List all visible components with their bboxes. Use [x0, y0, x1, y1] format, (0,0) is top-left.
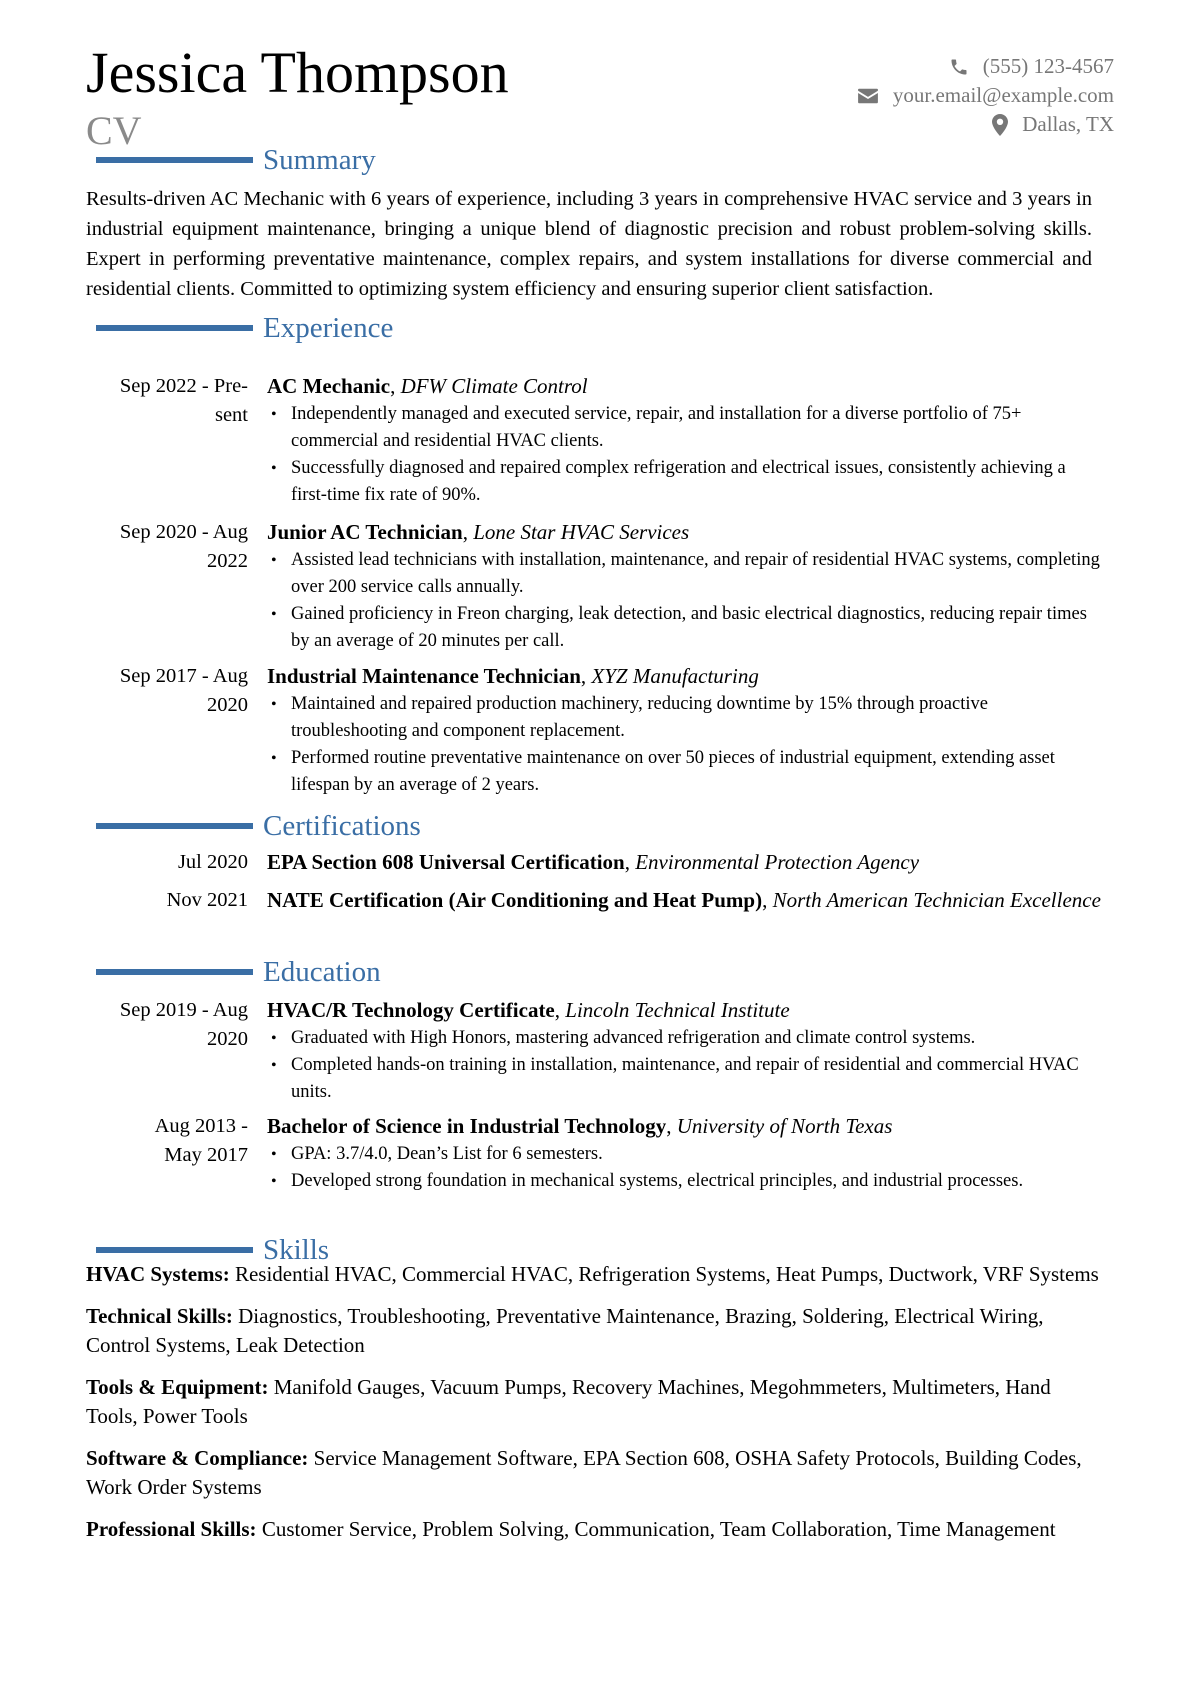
date-line: Sep 2020 - Aug	[119, 521, 248, 543]
entry-date: Nov 2021	[166, 889, 248, 911]
entry-body	[267, 996, 1102, 1106]
job-title: Junior AC Technician	[267, 520, 463, 544]
employer: XYZ Manufacturing	[591, 664, 759, 688]
bullet-item: • GPA: 3.7/4.0, Dean’s List for 6 semesters.	[291, 1141, 1102, 1168]
summary-text: Results-driven AC Mechanic with 6 years of experience, including 3 years in comprehensive HVAC service and 3 years in industrial equipment maintenance, bringing a unique blend of diagnostic precision and robust problem-solving skills. Expert in performing preventative maintenance, complex repairs, and system installations for diverse commercial and residential clients. Committed to optimizing system efficiency and ensuring superior client satisfaction.	[86, 188, 1092, 300]
date-line: Aug 2013 -	[154, 1115, 248, 1137]
certification-title: EPA Section 608 Universal Certification	[267, 850, 625, 874]
bullet-list	[267, 1025, 1102, 1106]
skill-category: Technical Skills:	[86, 1304, 233, 1328]
section-summary-header	[96, 142, 376, 178]
issuer: Environmental Protection Agency	[635, 850, 920, 874]
employer: DFW Climate Control	[400, 374, 588, 398]
skill-row	[86, 1515, 1106, 1544]
bullet-item: • Graduated with High Honors, mastering advanced refrigeration and climate control systems.	[291, 1025, 1102, 1052]
entry-heading: Junior AC Technician, Lone Star HVAC Services	[267, 520, 690, 544]
location-text: Dallas, TX	[1022, 112, 1114, 136]
entry-date	[86, 372, 248, 430]
employer: Lone Star HVAC Services	[473, 520, 690, 544]
entry-date	[86, 518, 248, 576]
bullet-item: • Maintained and repaired production machinery, reducing downtime by 15% through proactive troubleshooting and component replacement.	[291, 691, 1102, 745]
bullet-list	[267, 1141, 1102, 1195]
entry-heading: Bachelor of Science in Industrial Technology, University of North Texas	[267, 1114, 893, 1138]
skills-list	[86, 1260, 1106, 1544]
entry-body	[267, 518, 1102, 655]
institution: University of North Texas	[676, 1114, 893, 1138]
section-title-skills: Skills	[263, 1233, 330, 1266]
bullet-item: • Successfully diagnosed and repaired complex refrigeration and electrical issues, consistently achieving a first-time fix rate of 90%.	[291, 455, 1102, 509]
section-rule	[96, 325, 253, 331]
skill-category: Tools & Equipment:	[86, 1375, 269, 1399]
section-rule	[96, 969, 253, 975]
contact-location	[857, 110, 1114, 139]
entry-heading: NATE Certification (Air Conditioning and Heat Pump), North American Technician Excellence	[267, 888, 1101, 912]
entry-body	[267, 662, 1102, 799]
bullet-item: • Completed hands-on training in installation, maintenance, and repair of residential and commercial HVAC units.	[291, 1052, 1102, 1106]
job-title: AC Mechanic	[267, 374, 391, 398]
entry-body	[267, 848, 1102, 877]
entry-body	[267, 372, 1102, 509]
degree-title: Bachelor of Science in Industrial Technology	[267, 1114, 667, 1138]
entry-date	[86, 662, 248, 720]
document-subtitle: CV	[86, 108, 142, 153]
bullet-item: • Gained proficiency in Freon charging, leak detection, and basic electrical diagnostics, reducing repair times by an average of 20 minutes per call.	[291, 601, 1102, 655]
skill-row	[86, 1444, 1106, 1502]
date-line: sent	[214, 404, 248, 426]
date-line: May 2017	[164, 1144, 248, 1166]
section-title-certifications: Certifications	[263, 809, 421, 842]
section-experience-header	[96, 310, 393, 346]
bullet-list	[267, 547, 1102, 655]
skill-row	[86, 1373, 1106, 1431]
skill-category: Software & Compliance:	[86, 1446, 309, 1470]
email-link[interactable]: your.email@example.com	[892, 83, 1114, 107]
bullet-item: • Developed strong foundation in mechanical systems, electrical principles, and industrial processes.	[291, 1168, 1102, 1195]
section-title-summary: Summary	[263, 143, 376, 176]
degree-title: HVAC/R Technology Certificate	[267, 998, 555, 1022]
bullet-item: • Independently managed and executed service, repair, and installation for a diverse portfolio of 75+ commercial and residential HVAC clients.	[291, 401, 1102, 455]
person-name: Jessica Thompson	[86, 40, 509, 105]
bullet-list	[267, 691, 1102, 799]
institution: Lincoln Technical Institute	[565, 998, 790, 1022]
date-line: 2020	[207, 1028, 248, 1050]
entry-heading: HVAC/R Technology Certificate, Lincoln Technical Institute	[267, 998, 790, 1022]
section-rule	[96, 823, 253, 829]
skill-items: Diagnostics, Troubleshooting, Preventative Maintenance, Brazing, Soldering, Electrical Wiring, Control Systems, Leak Detection	[86, 1304, 1044, 1357]
section-title-education: Education	[263, 955, 381, 988]
section-title-experience: Experience	[263, 311, 394, 344]
section-education-header	[96, 954, 381, 990]
skill-category: Professional Skills:	[86, 1517, 257, 1541]
skill-items: Manifold Gauges, Vacuum Pumps, Recovery Machines, Megohmmeters, Multimeters, Hand Tools, Power Tools	[86, 1375, 1051, 1428]
certification-title: NATE Certification (Air Conditioning and Heat Pump)	[267, 888, 763, 912]
section-rule	[96, 157, 253, 163]
bullet-list	[267, 401, 1102, 509]
contact-phone	[857, 52, 1114, 81]
skill-category: HVAC Systems:	[86, 1262, 230, 1286]
issuer: North American Technician Excellence	[772, 888, 1101, 912]
phone-text: (555) 123-4567	[982, 54, 1114, 78]
map-pin-icon	[992, 114, 1008, 136]
skill-items: Service Management Software, EPA Section 608, OSHA Safety Protocols, Building Codes, Work Order Systems	[86, 1446, 1082, 1499]
entry-body	[267, 1112, 1102, 1195]
section-rule	[96, 1247, 253, 1253]
section-certifications-header	[96, 808, 421, 844]
entry-body	[267, 886, 1102, 915]
date-line: Sep 2022 - Pre-	[119, 375, 248, 397]
entry-date	[86, 996, 248, 1054]
job-title: Industrial Maintenance Technician	[267, 664, 581, 688]
entry-heading: Industrial Maintenance Technician, XYZ Manufacturing	[267, 664, 759, 688]
date-line: 2020	[207, 694, 248, 716]
envelope-icon	[857, 87, 879, 105]
phone-icon	[949, 57, 969, 77]
entry-date	[86, 1112, 248, 1170]
skill-row	[86, 1260, 1106, 1289]
skill-items: Customer Service, Problem Solving, Communication, Team Collaboration, Time Management	[261, 1517, 1056, 1541]
contact-block	[857, 52, 1114, 139]
entry-date: Jul 2020	[177, 851, 248, 873]
bullet-item: • Assisted lead technicians with installation, maintenance, and repair of residential HVAC systems, completing over 200 service calls annually.	[291, 547, 1102, 601]
date-line: Sep 2017 - Aug	[119, 665, 248, 687]
date-line: Sep 2019 - Aug	[119, 999, 248, 1021]
date-line: 2022	[207, 550, 248, 572]
entry-heading: AC Mechanic, DFW Climate Control	[267, 374, 588, 398]
skill-row	[86, 1302, 1106, 1360]
contact-email	[857, 81, 1114, 110]
skill-items: Residential HVAC, Commercial HVAC, Refrigeration Systems, Heat Pumps, Ductwork, VRF Systems	[234, 1262, 1099, 1286]
bullet-item: • Performed routine preventative maintenance on over 50 pieces of industrial equipment, extending asset lifespan by an average of 2 years.	[291, 745, 1102, 799]
entry-heading: EPA Section 608 Universal Certification, Environmental Protection Agency	[267, 850, 920, 874]
